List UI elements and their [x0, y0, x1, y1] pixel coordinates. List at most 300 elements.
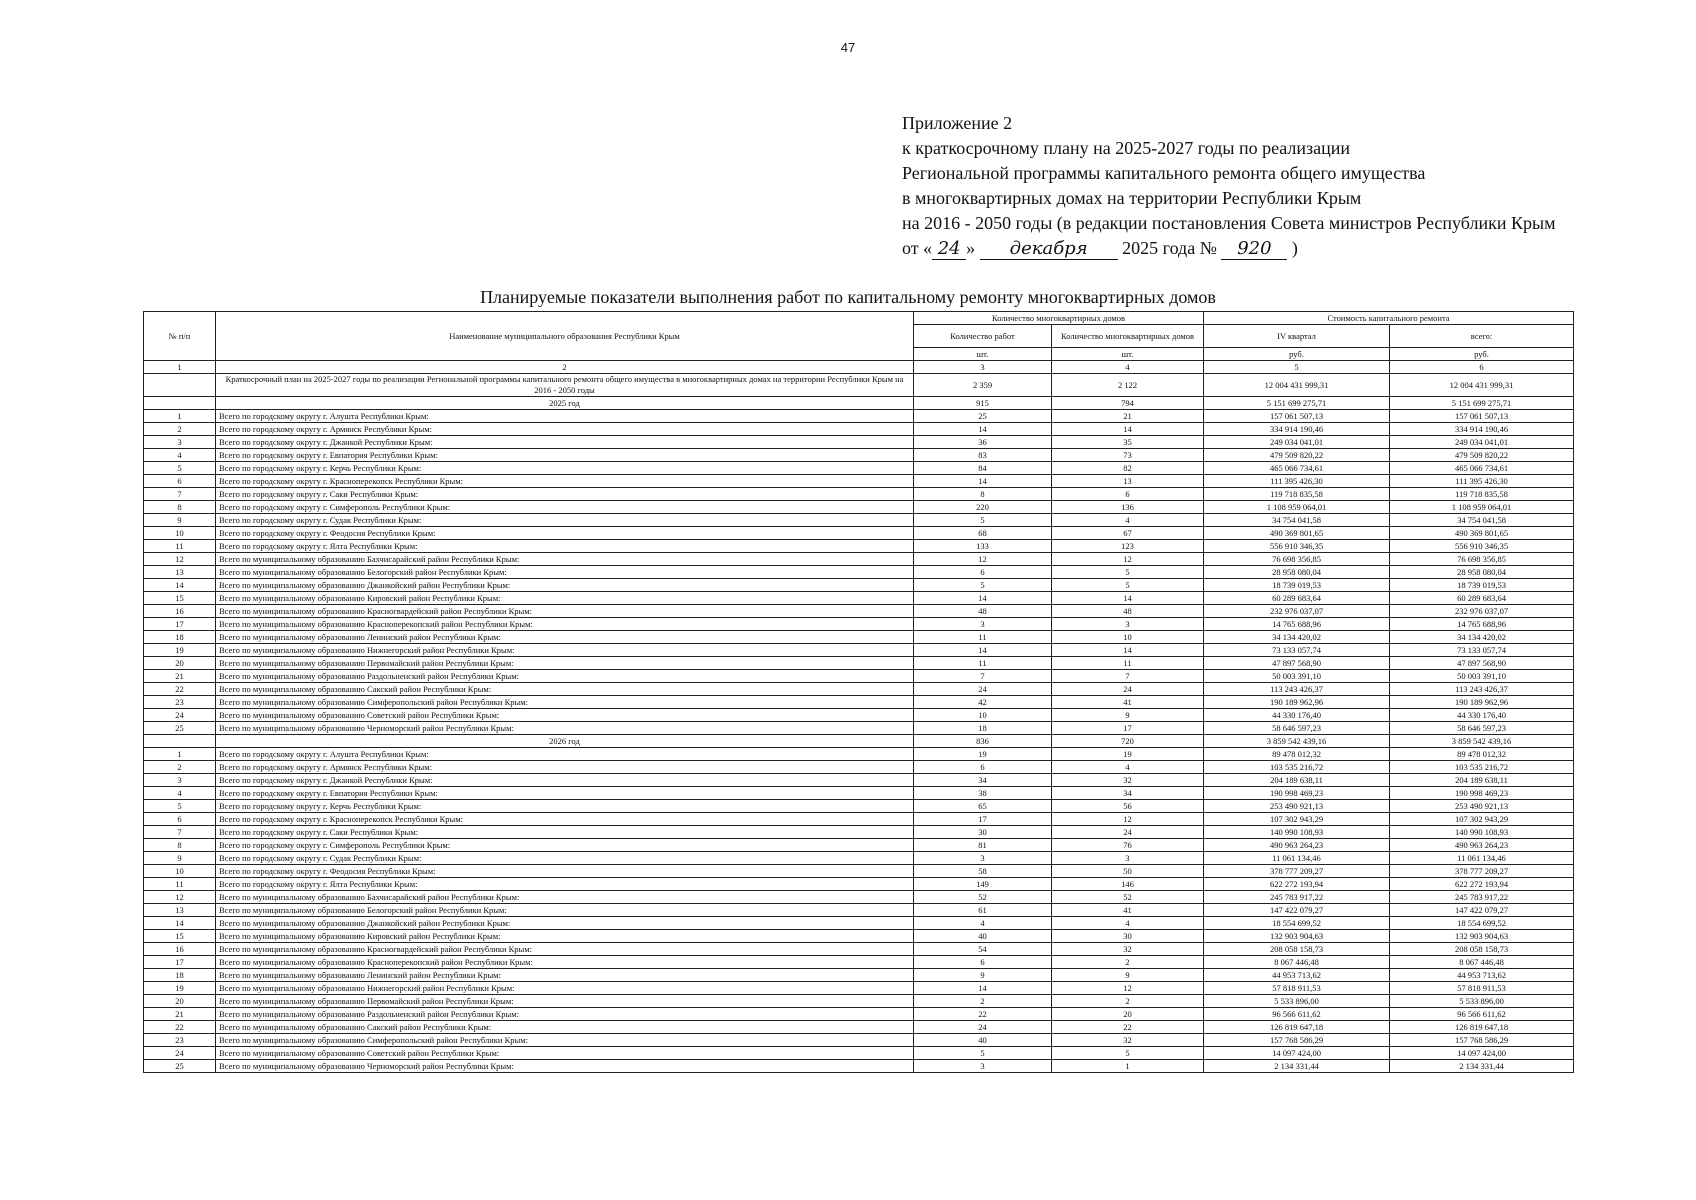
row-total: 28 958 080,04: [1390, 566, 1574, 579]
row-works: 14: [914, 592, 1052, 605]
table-row: [144, 800, 1574, 813]
row-houses: 14: [1052, 644, 1204, 657]
row-number: 4: [144, 449, 216, 462]
header-name: Наименование муниципального образования Республики Крым: [216, 312, 914, 361]
year-q4: 3 859 542 439,16: [1204, 735, 1390, 748]
table-row: [144, 1047, 1574, 1060]
row-houses: 73: [1052, 449, 1204, 462]
row-total: 140 990 108,93: [1390, 826, 1574, 839]
row-name: Всего по муниципальному образованию Красноперекопский район Республики Крым:: [216, 956, 914, 969]
row-works: 12: [914, 553, 1052, 566]
table-row: [144, 969, 1574, 982]
column-index: 3: [914, 361, 1052, 374]
row-total: 479 509 820,22: [1390, 449, 1574, 462]
row-total: 190 189 962,96: [1390, 696, 1574, 709]
row-name: Всего по муниципальному образованию Советский район Республики Крым:: [216, 709, 914, 722]
year-q4: 5 151 699 275,71: [1204, 397, 1390, 410]
row-name: Всего по городскому округу г. Симферополь Республики Крым:: [216, 501, 914, 514]
row-works: 24: [914, 683, 1052, 696]
row-works: 6: [914, 761, 1052, 774]
header-no: № п/п: [144, 312, 216, 361]
row-works: 14: [914, 982, 1052, 995]
row-total: 253 490 921,13: [1390, 800, 1574, 813]
row-number: 22: [144, 683, 216, 696]
table-row: [144, 995, 1574, 1008]
row-works: 9: [914, 969, 1052, 982]
row-name: Всего по муниципальному образованию Красноперекопский район Республики Крым:: [216, 618, 914, 631]
table-row: [144, 930, 1574, 943]
handwritten-day: 24: [932, 239, 966, 260]
row-works: 2: [914, 995, 1052, 1008]
row-name: Всего по городскому округу г. Симферополь Республики Крым:: [216, 839, 914, 852]
row-name: Всего по городскому округу г. Евпатория Республики Крым:: [216, 787, 914, 800]
table-row: [144, 423, 1574, 436]
row-q4: 132 903 904,63: [1204, 930, 1390, 943]
row-q4: 490 369 801,65: [1204, 527, 1390, 540]
row-name: Всего по городскому округу г. Керчь Республики Крым:: [216, 462, 914, 475]
row-works: 48: [914, 605, 1052, 618]
row-works: 34: [914, 774, 1052, 787]
row-q4: 249 034 041,01: [1204, 436, 1390, 449]
row-q4: 8 067 446,48: [1204, 956, 1390, 969]
year-total: 5 151 699 275,71: [1390, 397, 1574, 410]
table-title: Планируемые показатели выполнения работ по капитальному ремонту многоквартирных домов: [480, 287, 1216, 307]
row-name: Всего по муниципальному образованию Ленинский район Республики Крым:: [216, 631, 914, 644]
row-q4: 113 243 426,37: [1204, 683, 1390, 696]
row-q4: 1 108 959 064,01: [1204, 501, 1390, 514]
row-name: Всего по городскому округу г. Алушта Республики Крым:: [216, 410, 914, 423]
row-q4: 126 819 647,18: [1204, 1021, 1390, 1034]
row-houses: 2: [1052, 956, 1204, 969]
table-row: [144, 605, 1574, 618]
row-number: 2: [144, 761, 216, 774]
row-number: 19: [144, 644, 216, 657]
table-row: [144, 696, 1574, 709]
row-total: 60 289 683,64: [1390, 592, 1574, 605]
row-total: 11 061 134,46: [1390, 852, 1574, 865]
table-row: [144, 501, 1574, 514]
table-row: [144, 826, 1574, 839]
row-works: 14: [914, 475, 1052, 488]
row-houses: 14: [1052, 423, 1204, 436]
row-works: 40: [914, 1034, 1052, 1047]
header-cost-group: Стоимость капитального ремонта: [1204, 312, 1574, 325]
row-q4: 34 754 041,58: [1204, 514, 1390, 527]
summary-name: Краткосрочный план на 2025-2027 годы по реализации Региональной программы капитального ремонта общего имущества в многоквартирных домах на территории Республики Крым на 2016 - 2050 годы: [216, 374, 914, 397]
row-name: Всего по муниципальному образованию Симферопольский район Республики Крым:: [216, 1034, 914, 1047]
row-total: 190 998 469,23: [1390, 787, 1574, 800]
row-number: 11: [144, 540, 216, 553]
row-number: 5: [144, 800, 216, 813]
row-number: 25: [144, 722, 216, 735]
row-name: Всего по городскому округу г. Саки Республики Крым:: [216, 488, 914, 501]
row-q4: 58 646 597,23: [1204, 722, 1390, 735]
summary-row: [144, 374, 1574, 397]
row-name: Всего по городскому округу г. Керчь Республики Крым:: [216, 800, 914, 813]
row-works: 17: [914, 813, 1052, 826]
row-q4: 190 998 469,23: [1204, 787, 1390, 800]
row-q4: 2 134 331,44: [1204, 1060, 1390, 1073]
row-works: 7: [914, 670, 1052, 683]
row-total: 18 554 699,52: [1390, 917, 1574, 930]
table-row: [144, 917, 1574, 930]
row-houses: 48: [1052, 605, 1204, 618]
table-row: [144, 774, 1574, 787]
row-total: 89 478 012,32: [1390, 748, 1574, 761]
table-row: [144, 436, 1574, 449]
summary-houses: 2 122: [1052, 374, 1204, 397]
header-unit: руб.: [1204, 348, 1390, 361]
row-works: 11: [914, 631, 1052, 644]
row-houses: 12: [1052, 813, 1204, 826]
row-q4: 111 395 426,30: [1204, 475, 1390, 488]
table-row: [144, 410, 1574, 423]
row-houses: 67: [1052, 527, 1204, 540]
row-name: Всего по муниципальному образованию Белогорский район Республики Крым:: [216, 904, 914, 917]
row-total: 119 718 835,58: [1390, 488, 1574, 501]
row-number: 17: [144, 618, 216, 631]
row-q4: 378 777 209,27: [1204, 865, 1390, 878]
row-q4: 47 897 568,90: [1204, 657, 1390, 670]
handwritten-number: 920: [1221, 239, 1287, 260]
row-houses: 5: [1052, 579, 1204, 592]
row-name: Всего по муниципальному образованию Кировский район Республики Крым:: [216, 930, 914, 943]
row-number: 12: [144, 891, 216, 904]
row-works: 19: [914, 748, 1052, 761]
row-works: 6: [914, 566, 1052, 579]
row-name: Всего по муниципальному образованию Бахчисарайский район Республики Крым:: [216, 891, 914, 904]
row-q4: 245 783 917,22: [1204, 891, 1390, 904]
header-total: всего:: [1390, 325, 1574, 348]
row-q4: 89 478 012,32: [1204, 748, 1390, 761]
appendix-line: в многоквартирных домах на территории Республики Крым: [902, 188, 1362, 208]
row-q4: 140 990 108,93: [1204, 826, 1390, 839]
row-total: 111 395 426,30: [1390, 475, 1574, 488]
row-number: 7: [144, 488, 216, 501]
row-total: 378 777 209,27: [1390, 865, 1574, 878]
row-number: 3: [144, 436, 216, 449]
table-row: [144, 904, 1574, 917]
row-houses: 11: [1052, 657, 1204, 670]
column-index: 1: [144, 361, 216, 374]
row-number: 14: [144, 579, 216, 592]
column-index: 5: [1204, 361, 1390, 374]
row-total: 34 754 041,58: [1390, 514, 1574, 527]
row-works: 38: [914, 787, 1052, 800]
table-row: [144, 943, 1574, 956]
row-houses: 5: [1052, 1047, 1204, 1060]
row-houses: 41: [1052, 696, 1204, 709]
row-q4: 622 272 193,94: [1204, 878, 1390, 891]
year-houses: 794: [1052, 397, 1204, 410]
row-number: 22: [144, 1021, 216, 1034]
table-row: [144, 1008, 1574, 1021]
row-number: 4: [144, 787, 216, 800]
date-year-text: 2025 года №: [1122, 238, 1217, 258]
row-name: Всего по городскому округу г. Судак Республики Крым:: [216, 852, 914, 865]
row-name: Всего по муниципальному образованию Ленинский район Республики Крым:: [216, 969, 914, 982]
row-number: 20: [144, 995, 216, 1008]
row-number: 15: [144, 930, 216, 943]
row-number: 13: [144, 566, 216, 579]
row-q4: 96 566 611,62: [1204, 1008, 1390, 1021]
row-number: 18: [144, 631, 216, 644]
table-row: [144, 1034, 1574, 1047]
handwritten-month: декабря: [980, 239, 1118, 260]
row-houses: 6: [1052, 488, 1204, 501]
row-q4: 479 509 820,22: [1204, 449, 1390, 462]
column-index: 4: [1052, 361, 1204, 374]
row-houses: 32: [1052, 943, 1204, 956]
row-total: 34 134 420,02: [1390, 631, 1574, 644]
appendix-line: к краткосрочному плану на 2025-2027 годы по реализации: [902, 138, 1351, 158]
table-row: [144, 683, 1574, 696]
row-houses: 22: [1052, 1021, 1204, 1034]
table-row: [144, 1060, 1574, 1073]
row-total: 14 097 424,00: [1390, 1047, 1574, 1060]
row-houses: 34: [1052, 787, 1204, 800]
row-houses: 82: [1052, 462, 1204, 475]
page-number: 47: [840, 40, 856, 55]
table-row: [144, 514, 1574, 527]
row-number: 12: [144, 553, 216, 566]
row-q4: 490 963 264,23: [1204, 839, 1390, 852]
row-number: 13: [144, 904, 216, 917]
appendix-line: на 2016 - 2050 годы (в редакции постановления Совета министров Республики Крым: [902, 213, 1556, 233]
row-works: 3: [914, 852, 1052, 865]
year-2025-row: [144, 397, 1574, 410]
row-q4: 157 768 586,29: [1204, 1034, 1390, 1047]
row-works: 14: [914, 423, 1052, 436]
row-q4: 18 554 699,52: [1204, 917, 1390, 930]
row-number: 8: [144, 501, 216, 514]
row-houses: 12: [1052, 553, 1204, 566]
appendix-title: Приложение 2: [902, 113, 1013, 133]
row-name: Всего по муниципальному образованию Нижнегорский район Республики Крым:: [216, 644, 914, 657]
row-name: Всего по муниципальному образованию Красногвардейский район Республики Крым:: [216, 605, 914, 618]
row-total: 2 134 331,44: [1390, 1060, 1574, 1073]
row-q4: 465 066 734,61: [1204, 462, 1390, 475]
row-name: Всего по муниципальному образованию Советский район Республики Крым:: [216, 1047, 914, 1060]
row-works: 81: [914, 839, 1052, 852]
row-works: 40: [914, 930, 1052, 943]
table-row: [144, 1021, 1574, 1034]
row-name: Всего по городскому округу г. Красноперекопск Республики Крым:: [216, 813, 914, 826]
row-total: 96 566 611,62: [1390, 1008, 1574, 1021]
appendix-date-line: [902, 236, 1682, 261]
row-q4: 147 422 079,27: [1204, 904, 1390, 917]
row-name: Всего по муниципальному образованию Сакский район Республики Крым:: [216, 1021, 914, 1034]
header-q4: IV квартал: [1204, 325, 1390, 348]
row-total: 490 369 801,65: [1390, 527, 1574, 540]
row-number: 8: [144, 839, 216, 852]
row-houses: 5: [1052, 566, 1204, 579]
row-name: Всего по городскому округу г. Джанкой Республики Крым:: [216, 436, 914, 449]
row-houses: 136: [1052, 501, 1204, 514]
row-houses: 41: [1052, 904, 1204, 917]
row-works: 3: [914, 1060, 1052, 1073]
row-total: 103 535 216,72: [1390, 761, 1574, 774]
table-row: [144, 865, 1574, 878]
header-count-group: Количество многоквартирных домов: [914, 312, 1204, 325]
row-q4: 18 739 019,53: [1204, 579, 1390, 592]
appendix-header: [902, 111, 1682, 261]
row-name: Всего по городскому округу г. Алушта Республики Крым:: [216, 748, 914, 761]
row-works: 30: [914, 826, 1052, 839]
year-works: 836: [914, 735, 1052, 748]
row-total: 73 133 057,74: [1390, 644, 1574, 657]
row-houses: 123: [1052, 540, 1204, 553]
row-number: 6: [144, 813, 216, 826]
row-houses: 9: [1052, 969, 1204, 982]
table-row: [144, 878, 1574, 891]
table-row: [144, 553, 1574, 566]
date-close: ): [1291, 238, 1298, 258]
row-houses: 30: [1052, 930, 1204, 943]
row-number: 17: [144, 956, 216, 969]
row-number: 21: [144, 1008, 216, 1021]
summary-q4: 12 004 431 999,31: [1204, 374, 1390, 397]
row-works: 18: [914, 722, 1052, 735]
row-number: 16: [144, 943, 216, 956]
table-row: [144, 748, 1574, 761]
table-row: [144, 540, 1574, 553]
row-works: 5: [914, 579, 1052, 592]
row-total: 58 646 597,23: [1390, 722, 1574, 735]
row-works: 24: [914, 1021, 1052, 1034]
row-q4: 73 133 057,74: [1204, 644, 1390, 657]
row-houses: 52: [1052, 891, 1204, 904]
row-works: 220: [914, 501, 1052, 514]
table-row: [144, 956, 1574, 969]
row-works: 14: [914, 644, 1052, 657]
row-name: Всего по городскому округу г. Армянск Республики Крым:: [216, 761, 914, 774]
row-total: 113 243 426,37: [1390, 683, 1574, 696]
row-works: 133: [914, 540, 1052, 553]
row-name: Всего по городскому округу г. Ялта Республики Крым:: [216, 540, 914, 553]
row-q4: 44 953 713,62: [1204, 969, 1390, 982]
table-row: [144, 722, 1574, 735]
row-number: 16: [144, 605, 216, 618]
row-houses: 7: [1052, 670, 1204, 683]
row-number: 18: [144, 969, 216, 982]
row-number: 25: [144, 1060, 216, 1073]
row-houses: 4: [1052, 917, 1204, 930]
row-works: 22: [914, 1008, 1052, 1021]
row-total: 490 963 264,23: [1390, 839, 1574, 852]
row-works: 65: [914, 800, 1052, 813]
row-houses: 24: [1052, 683, 1204, 696]
table-row: [144, 839, 1574, 852]
row-total: 204 189 638,11: [1390, 774, 1574, 787]
row-works: 6: [914, 956, 1052, 969]
row-total: 126 819 647,18: [1390, 1021, 1574, 1034]
row-q4: 157 061 507,13: [1204, 410, 1390, 423]
row-q4: 14 765 688,96: [1204, 618, 1390, 631]
row-works: 36: [914, 436, 1052, 449]
row-houses: 2: [1052, 995, 1204, 1008]
year-label: 2025 год: [216, 397, 914, 410]
year-no: [144, 735, 216, 748]
table-row: [144, 527, 1574, 540]
table-row: [144, 709, 1574, 722]
table-row: [144, 982, 1574, 995]
row-works: 61: [914, 904, 1052, 917]
row-number: 9: [144, 852, 216, 865]
row-name: Всего по муниципальному образованию Раздольненский район Республики Крым:: [216, 1008, 914, 1021]
row-q4: 208 058 158,73: [1204, 943, 1390, 956]
row-houses: 4: [1052, 761, 1204, 774]
row-name: Всего по муниципальному образованию Джанкойский район Республики Крым:: [216, 579, 914, 592]
row-number: 14: [144, 917, 216, 930]
row-number: 15: [144, 592, 216, 605]
table-row: [144, 670, 1574, 683]
row-works: 5: [914, 514, 1052, 527]
row-houses: 20: [1052, 1008, 1204, 1021]
appendix-line: Региональной программы капитального ремонта общего имущества: [902, 163, 1426, 183]
table-row: [144, 592, 1574, 605]
row-number: 23: [144, 1034, 216, 1047]
row-name: Всего по муниципальному образованию Сакский район Республики Крым:: [216, 683, 914, 696]
year-label: 2026 год: [216, 735, 914, 748]
row-q4: 34 134 420,02: [1204, 631, 1390, 644]
row-total: 232 976 037,07: [1390, 605, 1574, 618]
row-total: 208 058 158,73: [1390, 943, 1574, 956]
row-total: 18 739 019,53: [1390, 579, 1574, 592]
row-total: 107 302 943,29: [1390, 813, 1574, 826]
row-number: 1: [144, 410, 216, 423]
row-name: Всего по городскому округу г. Феодосия Республики Крым:: [216, 865, 914, 878]
row-works: 42: [914, 696, 1052, 709]
row-name: Всего по муниципальному образованию Черноморский район Республики Крым:: [216, 1060, 914, 1073]
row-works: 5: [914, 1047, 1052, 1060]
year-no: [144, 397, 216, 410]
row-number: 19: [144, 982, 216, 995]
date-quote: »: [966, 238, 976, 258]
row-number: 24: [144, 709, 216, 722]
table-row: [144, 761, 1574, 774]
row-total: 57 818 911,53: [1390, 982, 1574, 995]
year-works: 915: [914, 397, 1052, 410]
row-houses: 50: [1052, 865, 1204, 878]
row-q4: 11 061 134,46: [1204, 852, 1390, 865]
row-houses: 146: [1052, 878, 1204, 891]
row-total: 44 330 176,40: [1390, 709, 1574, 722]
year-2026-row: [144, 735, 1574, 748]
row-total: 622 272 193,94: [1390, 878, 1574, 891]
row-houses: 3: [1052, 852, 1204, 865]
row-total: 14 765 688,96: [1390, 618, 1574, 631]
header-unit: шт.: [914, 348, 1052, 361]
row-number: 11: [144, 878, 216, 891]
row-q4: 190 189 962,96: [1204, 696, 1390, 709]
row-q4: 60 289 683,64: [1204, 592, 1390, 605]
table-row: [144, 813, 1574, 826]
row-name: Всего по муниципальному образованию Бахчисарайский район Республики Крым:: [216, 553, 914, 566]
row-houses: 32: [1052, 1034, 1204, 1047]
year-houses: 720: [1052, 735, 1204, 748]
row-q4: 119 718 835,58: [1204, 488, 1390, 501]
row-works: 149: [914, 878, 1052, 891]
row-houses: 24: [1052, 826, 1204, 839]
row-number: 10: [144, 527, 216, 540]
row-total: 556 910 346,35: [1390, 540, 1574, 553]
row-name: Всего по муниципальному образованию Черноморский район Республики Крым:: [216, 722, 914, 735]
row-houses: 4: [1052, 514, 1204, 527]
row-number: 7: [144, 826, 216, 839]
header-unit: шт.: [1052, 348, 1204, 361]
row-houses: 3: [1052, 618, 1204, 631]
